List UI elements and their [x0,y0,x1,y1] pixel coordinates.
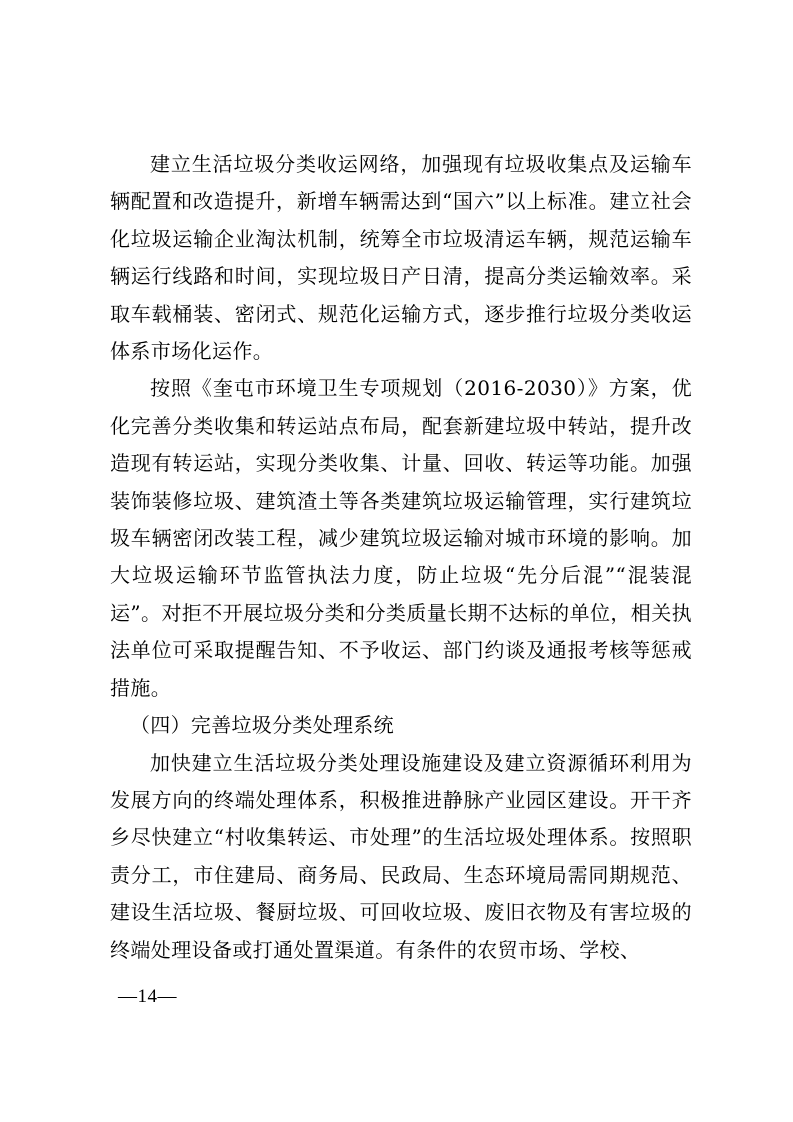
section-heading: （四）完善垃圾分类处理系统 [130,713,394,738]
page-number: —14— [118,986,177,1007]
paragraph-transfer-stations: 按照《奎屯市环境卫生专项规划（2016-2030）》方案，优化完善分类收集和转运站点布局，配套新建垃圾中转站，提升改造现有转运站，实现分类收集、计量、回收、转运等功能。加强装饰装修垃圾、建筑渣土等各类建筑垃圾运输管理，实行建筑垃圾车辆密闭改装工程，减少建筑垃圾运输对城市环境的影响。加大垃圾运输环节监管执法力度，防止垃圾“先分后混”“混装混运”。对拒不开展垃圾分类和分类质量长期不达标的单位，相关执法单位可采取提醒告知、不予收运、部门约谈及通报考核等惩戒措施。 [110,376,692,700]
body-text [110,146,692,969]
paragraph-treatment-system: 加快建立生活垃圾分类处理设施建设及建立资源循环利用为发展方向的终端处理体系，积极推进静脉产业园区建设。开干齐乡尽快建立“村收集转运、市处理”的生活垃圾处理体系。按照职责分工，市住建局、商务局、民政局、生态环境局需同期规范、建设生活垃圾、餐厨垃圾、可回收垃圾、废旧衣物及有害垃圾的终端处理设备或打通处置渠道。有条件的农贸市场、学校、 [110,750,692,962]
paragraph-collection-network: 建立生活垃圾分类收运网络，加强现有垃圾收集点及运输车辆配置和改造提升，新增车辆需达到“国六”以上标准。建立社会化垃圾运输企业淘汰机制，统筹全市垃圾清运车辆，规范运输车辆运行线路和时间，实现垃圾日产日清，提高分类运输效率。采取车载桶装、密闭式、规范化运输方式，逐步推行垃圾分类收运体系市场化运作。 [110,152,692,364]
